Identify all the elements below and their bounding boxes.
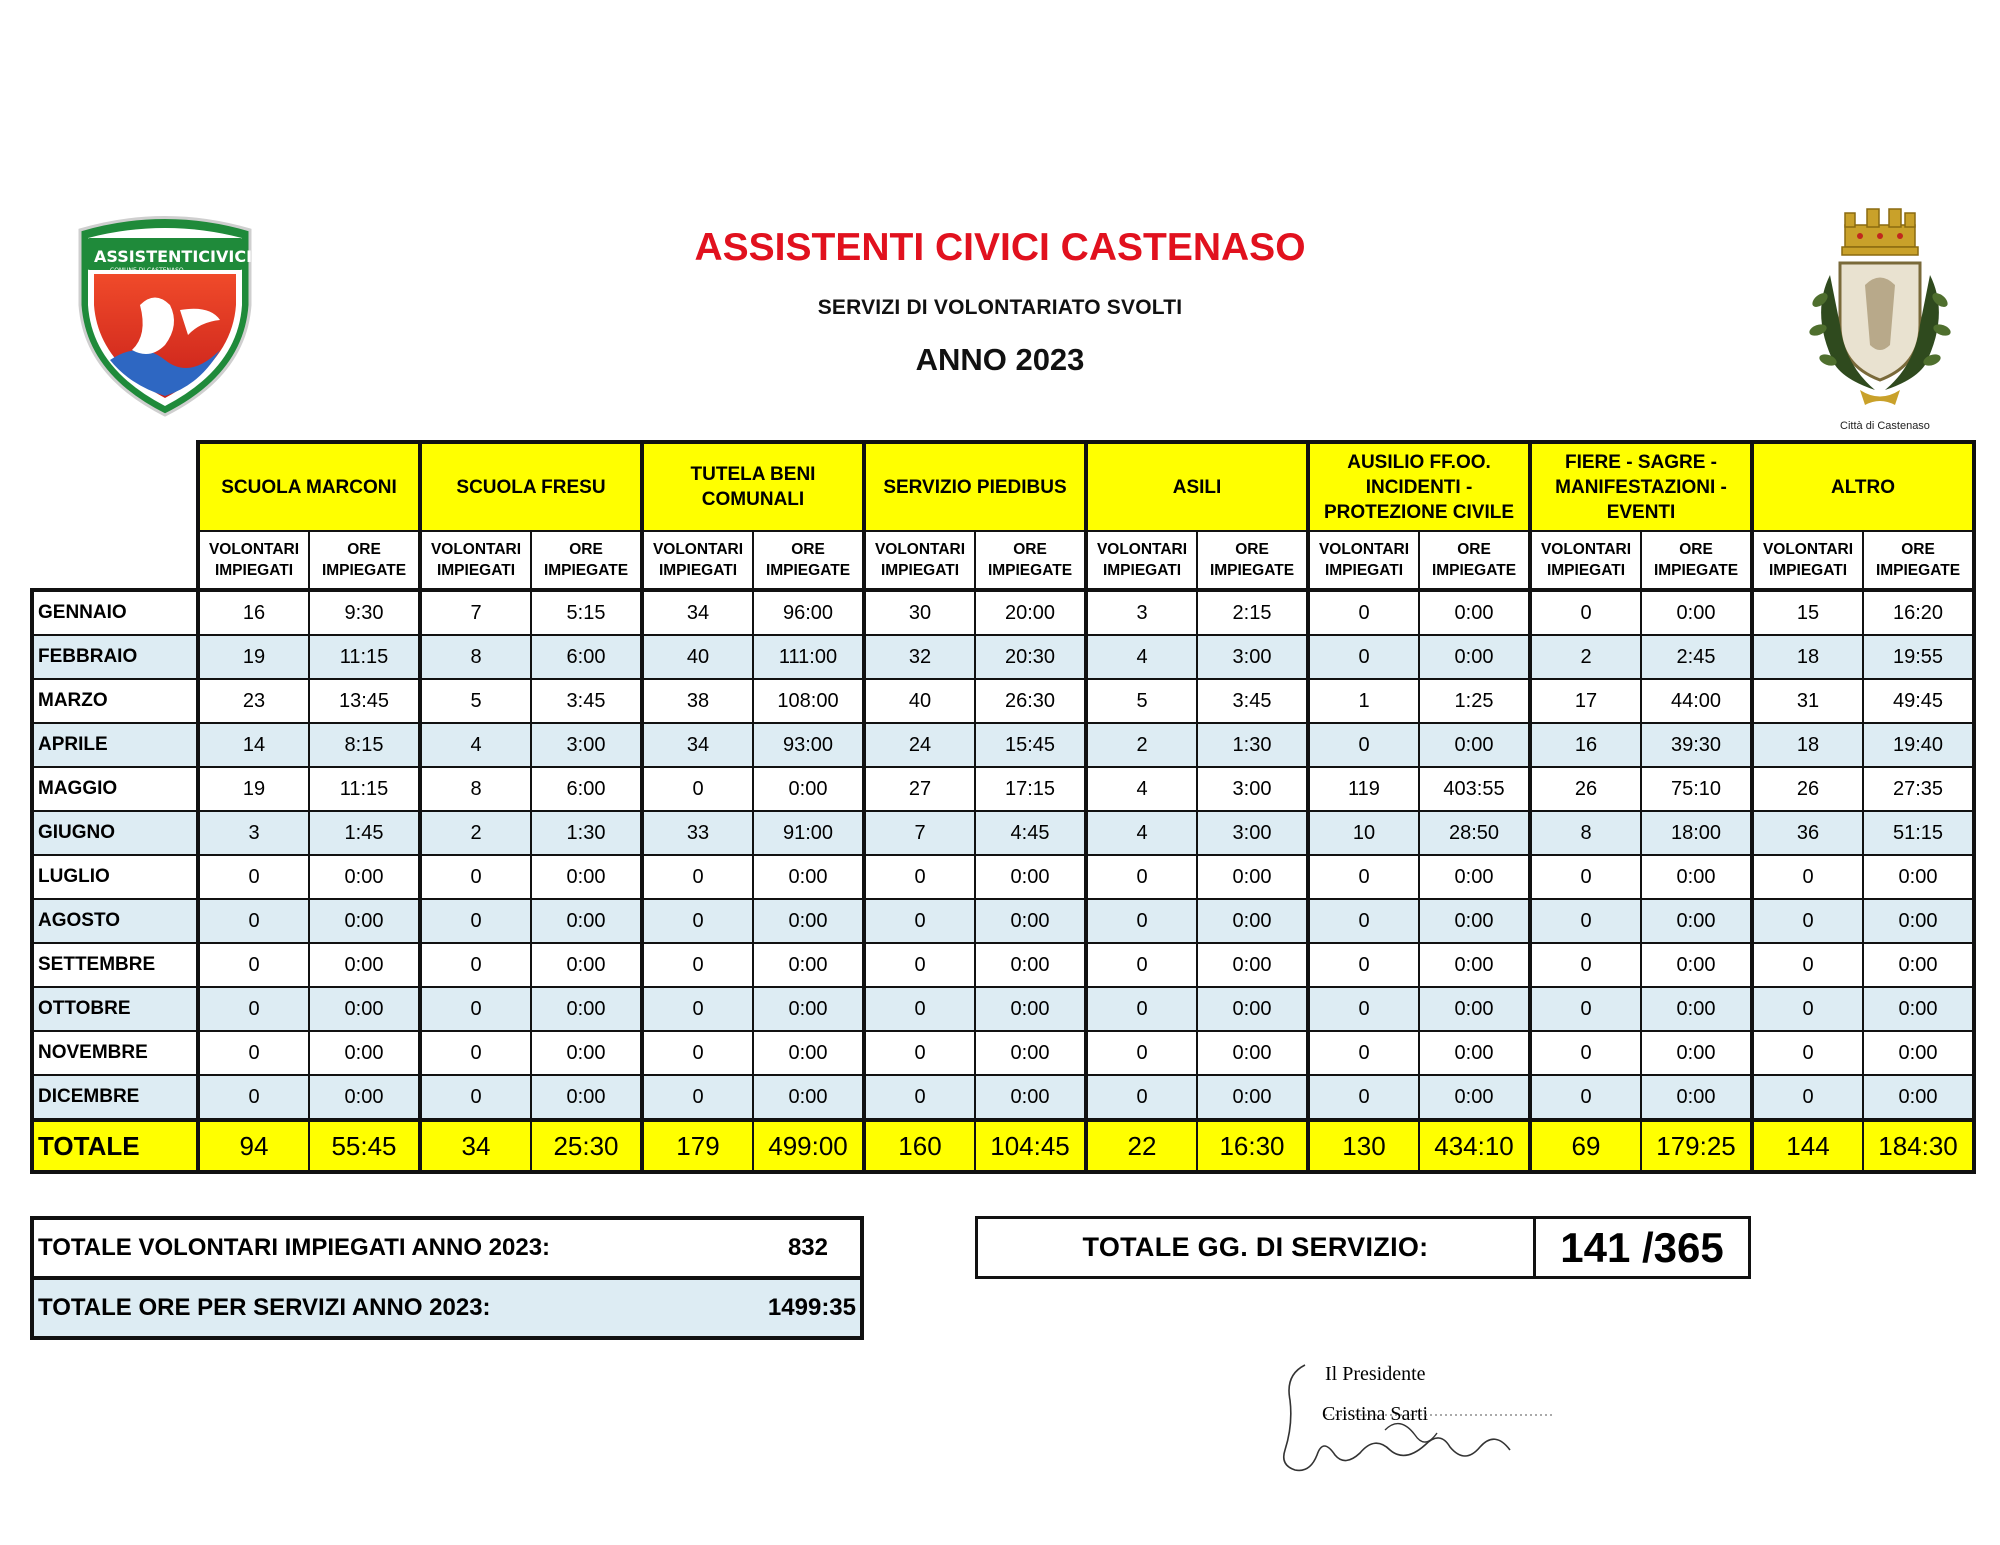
- table-cell: 0:00: [1863, 987, 1974, 1031]
- service-header: ALTRO: [1752, 442, 1974, 531]
- service-header: SCUOLA MARCONI: [198, 442, 420, 531]
- subheader-volontari: VOLONTARI IMPIEGATI: [420, 531, 531, 590]
- table-cell: 7: [864, 811, 975, 855]
- table-cell: 26: [1752, 767, 1863, 811]
- table-cell: 18: [1752, 723, 1863, 767]
- subheader-volontari: VOLONTARI IMPIEGATI: [642, 531, 753, 590]
- table-cell: 0: [198, 1031, 309, 1075]
- service-days-value: 141 /365: [1560, 1223, 1724, 1271]
- subheader-volontari: VOLONTARI IMPIEGATI: [1530, 531, 1641, 590]
- total-cell: 160: [864, 1120, 975, 1172]
- table-cell: 3:00: [1197, 811, 1308, 855]
- table-cell: 1: [1308, 679, 1419, 723]
- table-cell: 7: [420, 590, 531, 635]
- service-header: AUSILIO FF.OO. INCIDENTI - PROTEZIONE CIVILE: [1308, 442, 1530, 531]
- table-cell: 40: [642, 635, 753, 679]
- table-row: [32, 1075, 1974, 1120]
- table-cell: 0: [1530, 855, 1641, 899]
- month-cell: OTTOBRE: [32, 987, 198, 1031]
- table-cell: 0: [198, 943, 309, 987]
- table-cell: 403:55: [1419, 767, 1530, 811]
- table-cell: 0: [1752, 855, 1863, 899]
- table-cell: 0:00: [309, 855, 420, 899]
- table-cell: 8: [420, 767, 531, 811]
- table-cell: 0: [864, 943, 975, 987]
- table-cell: 17: [1530, 679, 1641, 723]
- table-cell: 0: [420, 855, 531, 899]
- table-cell: 0:00: [753, 987, 864, 1031]
- table-cell: 27:35: [1863, 767, 1974, 811]
- table-cell: 0: [1752, 987, 1863, 1031]
- table-cell: 0:00: [1641, 1075, 1752, 1120]
- total-cell: 69: [1530, 1120, 1641, 1172]
- month-cell: LUGLIO: [32, 855, 198, 899]
- table-row: [32, 811, 1974, 855]
- table-cell: 0:00: [1197, 1031, 1308, 1075]
- table-cell: 8: [1530, 811, 1641, 855]
- table-cell: 31: [1752, 679, 1863, 723]
- table-cell: 0:00: [309, 1075, 420, 1120]
- table-cell: 2:45: [1641, 635, 1752, 679]
- svg-text:ASSISTENTICIVICI: ASSISTENTICIVICI: [94, 247, 253, 266]
- table-cell: 0: [642, 855, 753, 899]
- table-cell: 0:00: [1863, 1075, 1974, 1120]
- table-cell: 0: [420, 943, 531, 987]
- table-cell: 49:45: [1863, 679, 1974, 723]
- table-cell: 0:00: [1641, 943, 1752, 987]
- table-cell: 0: [1752, 899, 1863, 943]
- table-cell: 0: [1530, 899, 1641, 943]
- table-cell: 0:00: [753, 767, 864, 811]
- table-cell: 8: [420, 635, 531, 679]
- service-header: SCUOLA FRESU: [420, 442, 642, 531]
- service-header: ASILI: [1086, 442, 1308, 531]
- table-cell: 3:00: [1197, 635, 1308, 679]
- table-cell: 93:00: [753, 723, 864, 767]
- table-cell: 0:00: [1419, 943, 1530, 987]
- total-cell: 144: [1752, 1120, 1863, 1172]
- table-cell: 0:00: [531, 943, 642, 987]
- table-cell: 1:30: [1197, 723, 1308, 767]
- table-cell: 0: [864, 1031, 975, 1075]
- table-row: [32, 899, 1974, 943]
- table-cell: 0: [864, 987, 975, 1031]
- service-header-row: [32, 442, 1974, 531]
- table-cell: 19: [198, 635, 309, 679]
- month-cell: FEBBRAIO: [32, 635, 198, 679]
- table-cell: 8:15: [309, 723, 420, 767]
- table-cell: 1:30: [531, 811, 642, 855]
- table-cell: 11:15: [309, 767, 420, 811]
- total-cell: 55:45: [309, 1120, 420, 1172]
- table-row: [32, 679, 1974, 723]
- table-body: [32, 590, 1974, 1172]
- table-cell: 15: [1752, 590, 1863, 635]
- month-cell: DICEMBRE: [32, 1075, 198, 1120]
- table-cell: 4: [1086, 811, 1197, 855]
- table-cell: 3:45: [531, 679, 642, 723]
- table-cell: 4: [1086, 767, 1197, 811]
- total-cell: 130: [1308, 1120, 1419, 1172]
- table-cell: 0:00: [1863, 899, 1974, 943]
- table-cell: 0:00: [309, 1031, 420, 1075]
- page-year: ANNO 2023: [915, 342, 1085, 377]
- total-cell: 104:45: [975, 1120, 1086, 1172]
- subheader-ore: ORE IMPIEGATE: [309, 531, 420, 590]
- subheader-volontari: VOLONTARI IMPIEGATI: [1752, 531, 1863, 590]
- table-cell: 0:00: [1197, 1075, 1308, 1120]
- corner-cell: [32, 531, 198, 590]
- table-cell: 17:15: [975, 767, 1086, 811]
- table-cell: 2: [1530, 635, 1641, 679]
- table-cell: 0:00: [975, 987, 1086, 1031]
- table-cell: 18:00: [1641, 811, 1752, 855]
- table-cell: 0:00: [1419, 590, 1530, 635]
- subheader-ore: ORE IMPIEGATE: [1419, 531, 1530, 590]
- table-cell: 38: [642, 679, 753, 723]
- table-cell: 34: [642, 723, 753, 767]
- table-row: [32, 635, 1974, 679]
- table-cell: 0:00: [1863, 855, 1974, 899]
- table-cell: 0:00: [309, 987, 420, 1031]
- month-cell: NOVEMBRE: [32, 1031, 198, 1075]
- table-cell: 19: [198, 767, 309, 811]
- table-cell: 51:15: [1863, 811, 1974, 855]
- table-cell: 0:00: [975, 1031, 1086, 1075]
- table-cell: 0:00: [1419, 855, 1530, 899]
- table-cell: 108:00: [753, 679, 864, 723]
- table-cell: 0: [642, 1075, 753, 1120]
- subheader-volontari: VOLONTARI IMPIEGATI: [198, 531, 309, 590]
- table-cell: 0:00: [1197, 987, 1308, 1031]
- table-cell: 5: [1086, 679, 1197, 723]
- table-cell: 119: [1308, 767, 1419, 811]
- table-cell: 27: [864, 767, 975, 811]
- table-cell: 3:45: [1197, 679, 1308, 723]
- total-cell: 25:30: [531, 1120, 642, 1172]
- service-days-box: [975, 1216, 1751, 1279]
- total-cell: 179:25: [1641, 1120, 1752, 1172]
- table-cell: 3: [198, 811, 309, 855]
- table-cell: 75:10: [1641, 767, 1752, 811]
- table-cell: 0:00: [531, 987, 642, 1031]
- services-table: [30, 440, 1976, 1174]
- table-cell: 0: [1086, 855, 1197, 899]
- table-cell: 1:45: [309, 811, 420, 855]
- service-header: SERVIZIO PIEDIBUS: [864, 442, 1086, 531]
- table-cell: 0: [1308, 590, 1419, 635]
- total-cell: 499:00: [753, 1120, 864, 1172]
- table-cell: 3:00: [1197, 767, 1308, 811]
- table-cell: 0:00: [309, 943, 420, 987]
- table-cell: 0: [864, 855, 975, 899]
- table-cell: 0: [1086, 1031, 1197, 1075]
- table-cell: 0:00: [531, 1075, 642, 1120]
- table-cell: 0: [642, 943, 753, 987]
- table-cell: 0: [1530, 987, 1641, 1031]
- table-cell: 6:00: [531, 767, 642, 811]
- table-cell: 18: [1752, 635, 1863, 679]
- table-cell: 0: [1752, 943, 1863, 987]
- month-cell: SETTEMBRE: [32, 943, 198, 987]
- table-cell: 0:00: [753, 1031, 864, 1075]
- table-cell: 0:00: [1197, 855, 1308, 899]
- table-cell: 3: [1086, 590, 1197, 635]
- table-cell: 20:30: [975, 635, 1086, 679]
- table-cell: 0: [642, 767, 753, 811]
- total-cell: 434:10: [1419, 1120, 1530, 1172]
- table-cell: 96:00: [753, 590, 864, 635]
- table-cell: 0: [1530, 1075, 1641, 1120]
- month-cell: GIUGNO: [32, 811, 198, 855]
- table-cell: 3:00: [531, 723, 642, 767]
- table-cell: 0:00: [1197, 943, 1308, 987]
- table-cell: 2: [420, 811, 531, 855]
- table-cell: 0: [1308, 723, 1419, 767]
- table-cell: 24: [864, 723, 975, 767]
- table-cell: 0:00: [1863, 943, 1974, 987]
- table-cell: 0:00: [1641, 899, 1752, 943]
- subheader-ore: ORE IMPIEGATE: [1197, 531, 1308, 590]
- table-cell: 0:00: [753, 899, 864, 943]
- table-cell: 26:30: [975, 679, 1086, 723]
- table-cell: 28:50: [1419, 811, 1530, 855]
- table-cell: 0: [642, 987, 753, 1031]
- subheader-ore: ORE IMPIEGATE: [1863, 531, 1974, 590]
- table-cell: 0: [1752, 1031, 1863, 1075]
- table-cell: 4:45: [975, 811, 1086, 855]
- table-row: [32, 1031, 1974, 1075]
- table-cell: 39:30: [1641, 723, 1752, 767]
- table-cell: 0: [1308, 987, 1419, 1031]
- total-cell: 179: [642, 1120, 753, 1172]
- signature-name: Cristina Sarti: [1322, 1403, 1429, 1425]
- table-cell: 0:00: [1863, 1031, 1974, 1075]
- table-cell: 10: [1308, 811, 1419, 855]
- table-cell: 0: [1086, 987, 1197, 1031]
- table-cell: 0:00: [309, 899, 420, 943]
- subheader-ore: ORE IMPIEGATE: [975, 531, 1086, 590]
- table-cell: 0:00: [1419, 635, 1530, 679]
- table-cell: 0:00: [531, 899, 642, 943]
- table-cell: 0:00: [975, 855, 1086, 899]
- table-row: [32, 943, 1974, 987]
- table-cell: 4: [420, 723, 531, 767]
- table-cell: 0:00: [975, 943, 1086, 987]
- table-cell: 26: [1530, 767, 1641, 811]
- table-cell: 0: [198, 987, 309, 1031]
- column-subheader-row: [32, 531, 1974, 590]
- month-cell: MARZO: [32, 679, 198, 723]
- table-cell: 0:00: [1641, 987, 1752, 1031]
- total-cell: 94: [198, 1120, 309, 1172]
- table-cell: 0:00: [753, 943, 864, 987]
- table-row: [32, 987, 1974, 1031]
- table-cell: 34: [642, 590, 753, 635]
- table-cell: 0:00: [1641, 1031, 1752, 1075]
- service-days-label: TOTALE GG. DI SERVIZIO:: [978, 1219, 1536, 1276]
- table-cell: 0: [864, 1075, 975, 1120]
- table-cell: 111:00: [753, 635, 864, 679]
- table-cell: 23: [198, 679, 309, 723]
- table-cell: 0: [1086, 943, 1197, 987]
- table-cell: 20:00: [975, 590, 1086, 635]
- table-cell: 0: [1308, 635, 1419, 679]
- table-cell: 13:45: [309, 679, 420, 723]
- table-cell: 91:00: [753, 811, 864, 855]
- table-cell: 4: [1086, 635, 1197, 679]
- table-cell: 0:00: [1419, 1075, 1530, 1120]
- table-cell: 36: [1752, 811, 1863, 855]
- signature-title: Il Presidente: [1325, 1363, 1426, 1385]
- table-cell: 0:00: [1641, 590, 1752, 635]
- table-cell: 0:00: [1419, 1031, 1530, 1075]
- table-cell: 2:15: [1197, 590, 1308, 635]
- table-cell: 9:30: [309, 590, 420, 635]
- table-cell: 11:15: [309, 635, 420, 679]
- table-cell: 16:20: [1863, 590, 1974, 635]
- table-cell: 0: [198, 899, 309, 943]
- month-cell: GENNAIO: [32, 590, 198, 635]
- month-cell: AGOSTO: [32, 899, 198, 943]
- table-cell: 0: [420, 1075, 531, 1120]
- table-cell: 33: [642, 811, 753, 855]
- table-cell: 0: [1308, 899, 1419, 943]
- table-cell: 0:00: [1197, 899, 1308, 943]
- table-cell: 0: [1530, 943, 1641, 987]
- svg-text:COMUNE DI CASTENASO: COMUNE DI CASTENASO: [110, 267, 184, 274]
- total-hours-row: [34, 1276, 860, 1336]
- table-cell: 5: [420, 679, 531, 723]
- table-cell: 44:00: [1641, 679, 1752, 723]
- table-cell: 0: [1308, 1031, 1419, 1075]
- subheader-ore: ORE IMPIEGATE: [1641, 531, 1752, 590]
- table-cell: 30: [864, 590, 975, 635]
- table-row: [32, 590, 1974, 635]
- service-header: FIERE - SAGRE - MANIFESTAZIONI - EVENTI: [1530, 442, 1752, 531]
- table-cell: 0: [1086, 1075, 1197, 1120]
- total-cell: 184:30: [1863, 1120, 1974, 1172]
- assistenti-civici-logo: [70, 210, 260, 420]
- subheader-ore: ORE IMPIEGATE: [531, 531, 642, 590]
- table-cell: 14: [198, 723, 309, 767]
- page-subtitle: SERVIZI DI VOLONTARIATO SVOLTI: [817, 296, 1183, 319]
- table-cell: 5:15: [531, 590, 642, 635]
- table-cell: 0:00: [1641, 855, 1752, 899]
- total-volunteers-row: [34, 1220, 860, 1276]
- table-cell: 0: [642, 899, 753, 943]
- table-cell: 15:45: [975, 723, 1086, 767]
- table-cell: 0:00: [531, 855, 642, 899]
- page-title: ASSISTENTI CIVICI CASTENASO: [694, 226, 1306, 269]
- table-cell: 0: [420, 899, 531, 943]
- table-cell: 0:00: [975, 1075, 1086, 1120]
- total-cell: 16:30: [1197, 1120, 1308, 1172]
- table-cell: 0: [1530, 1031, 1641, 1075]
- annual-totals-box: [30, 1216, 864, 1340]
- table-cell: 0: [1308, 855, 1419, 899]
- subheader-ore: ORE IMPIEGATE: [753, 531, 864, 590]
- total-cell: 22: [1086, 1120, 1197, 1172]
- table-cell: 32: [864, 635, 975, 679]
- table-cell: 0:00: [975, 899, 1086, 943]
- table-cell: 0: [1308, 943, 1419, 987]
- table-cell: 0: [198, 1075, 309, 1120]
- subheader-volontari: VOLONTARI IMPIEGATI: [864, 531, 975, 590]
- table-cell: 16: [1530, 723, 1641, 767]
- table-cell: 0: [420, 987, 531, 1031]
- table-cell: 40: [864, 679, 975, 723]
- table-row: [32, 723, 1974, 767]
- table-cell: 0:00: [753, 855, 864, 899]
- corner-cell: [32, 442, 198, 531]
- table-cell: 0:00: [1419, 899, 1530, 943]
- total-hours-label: TOTALE ORE PER SERVIZI ANNO 2023:: [38, 1294, 491, 1321]
- table-cell: 0: [1752, 1075, 1863, 1120]
- service-header: TUTELA BENI COMUNALI: [642, 442, 864, 531]
- table-cell: 0: [1308, 1075, 1419, 1120]
- coat-of-arms-caption: Città di Castenaso: [1840, 420, 1930, 432]
- castenaso-coat-of-arms: [1790, 205, 1970, 435]
- table-cell: 0:00: [1419, 723, 1530, 767]
- month-cell: APRILE: [32, 723, 198, 767]
- handwritten-signature: [1265, 1355, 1565, 1485]
- table-cell: 0: [642, 1031, 753, 1075]
- table-cell: 0: [1530, 590, 1641, 635]
- total-hours-value: 1499:35: [767, 1294, 856, 1321]
- table-cell: 19:40: [1863, 723, 1974, 767]
- subheader-volontari: VOLONTARI IMPIEGATI: [1308, 531, 1419, 590]
- table-cell: 0: [198, 855, 309, 899]
- table-cell: 0:00: [753, 1075, 864, 1120]
- table-cell: 0:00: [531, 1031, 642, 1075]
- table-cell: 0:00: [1419, 987, 1530, 1031]
- table-cell: 19:55: [1863, 635, 1974, 679]
- table-cell: 0: [1086, 899, 1197, 943]
- table-row: [32, 855, 1974, 899]
- table-cell: 2: [1086, 723, 1197, 767]
- total-volunteers-value: 832: [787, 1234, 828, 1261]
- total-cell: 34: [420, 1120, 531, 1172]
- total-row: [32, 1120, 1974, 1172]
- table-cell: 1:25: [1419, 679, 1530, 723]
- month-cell: MAGGIO: [32, 767, 198, 811]
- total-label: TOTALE: [32, 1120, 198, 1172]
- table-cell: 0: [864, 899, 975, 943]
- subheader-volontari: VOLONTARI IMPIEGATI: [1086, 531, 1197, 590]
- total-volunteers-label: TOTALE VOLONTARI IMPIEGATI ANNO 2023:: [38, 1234, 551, 1261]
- table-cell: 6:00: [531, 635, 642, 679]
- table-cell: 0: [420, 1031, 531, 1075]
- table-row: [32, 767, 1974, 811]
- table-cell: 16: [198, 590, 309, 635]
